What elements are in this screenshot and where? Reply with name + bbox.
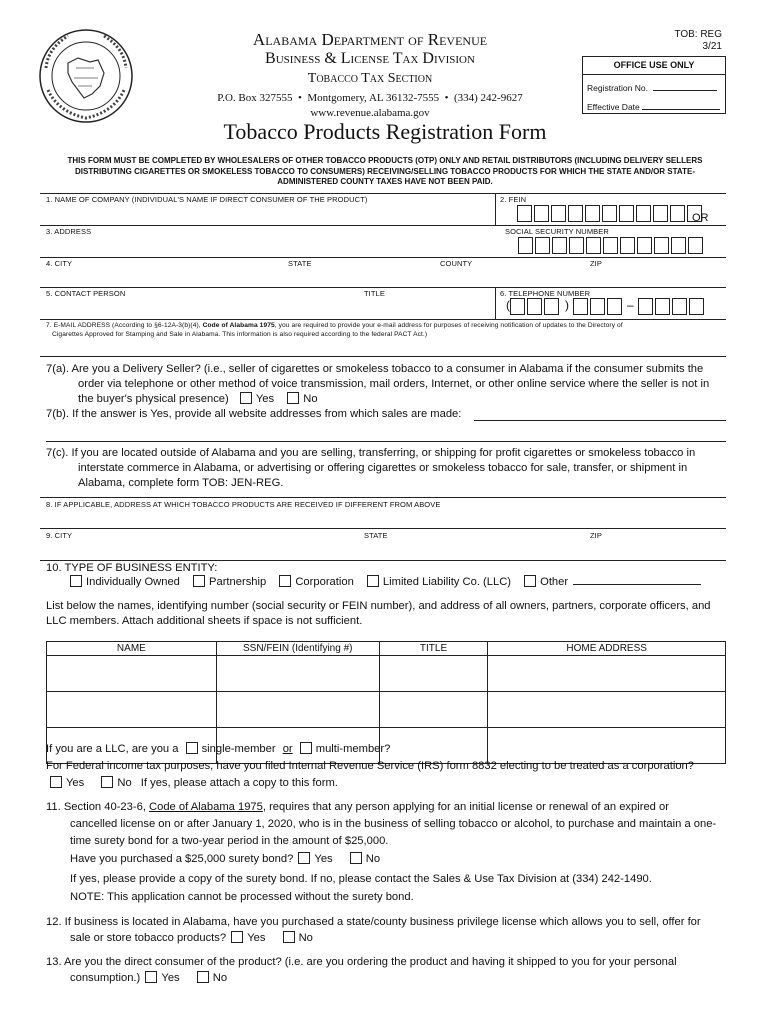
q12-line1: 12. If business is located in Alabama, have you purchased a state/county business privilege license which allows you to sell, offer for [46, 916, 701, 928]
section-name: Tobacco Tax Section [307, 71, 433, 86]
q11-line4: Have you purchased a $25,000 surety bond? Yes No [70, 853, 381, 865]
state-seal [38, 28, 134, 124]
q11-line1: 11. Section 40-23-6, Code of Alabama 1975, requires that any person applying for an initial license or renewal of an expired or [46, 801, 669, 813]
llc-checkbox[interactable] [367, 575, 379, 587]
llc-label: Limited Liability Co. (LLC) [382, 576, 512, 588]
zip-9-label: ZIP [590, 531, 602, 540]
q13-line1: 13. Are you the direct consumer of the product? (i.e. are you ordering the product and having it shipped to you for your personal [46, 956, 677, 968]
q7a-line2: order via telephone or other method of voice transmission, mail orders, Internet, or other online service where the seller is not in [78, 378, 710, 390]
address-field[interactable] [40, 236, 495, 254]
q7a-line3: the buyer's physical presence) Yes No [78, 393, 318, 405]
individually-owned-label: Individually Owned [86, 576, 180, 588]
city-9-label: 9. CITY [46, 531, 73, 540]
notice-text: THIS FORM MUST BE COMPLETED BY WHOLESALERS OF OTHER TOBACCO PRODUCTS (OTP) ONLY AND RETAIL DISTRIBUTORS (INCLUDING DELIVERY SELLERS DISTRIBUTING CIGARETTES OR SMOKELESS TOBACCO TO CONSUMERS) RECEIVING/SELLING TOBACCO PRODUCTS FOR WHICH THE STATE AND/OR STATE-ADMINISTERED COUNTY TAXES HAVE NOT BEEN PAID. [67, 156, 703, 186]
license-no-label: No [298, 932, 313, 944]
federal-note: If yes, please attach a copy to this form. [140, 777, 338, 789]
federal-question: For Federal income tax purposes, have you filed Internal Revenue Service (IRS) form 8832 electing to be treated as a corporation? [46, 760, 694, 772]
corporation-label: Corporation [295, 576, 354, 588]
consumer-yes-label: Yes [161, 972, 180, 984]
fein-label: 2. FEIN [500, 195, 527, 204]
effective-date-label: Effective Date [587, 102, 640, 112]
consumer-no-checkbox[interactable] [197, 971, 209, 983]
or-label: OR [692, 212, 709, 224]
website: www.revenue.alabama.gov [310, 107, 430, 119]
registration-label: Registration No. [587, 83, 648, 93]
zip-label: ZIP [590, 259, 602, 268]
form-title: Tobacco Products Registration Form [223, 119, 547, 144]
registration-field[interactable] [653, 90, 717, 91]
single-member-checkbox[interactable] [186, 742, 198, 754]
email-field[interactable] [40, 340, 726, 354]
q7b-label: 7(b). If the answer is Yes, provide all website addresses from which sales are made: [46, 408, 462, 420]
surety-yes-label: Yes [314, 853, 333, 865]
telephone-label: 6. TELEPHONE NUMBER [500, 289, 591, 298]
city-field[interactable] [40, 267, 726, 285]
federal-options [50, 776, 338, 791]
owners-intro-2: LLC members. Attach additional sheets if space is not sufficient. [46, 615, 363, 627]
address-line: P.O. Box 327555 • Montgomery, AL 36132-7555 • (334) 242-9627 [217, 92, 523, 104]
city-9-field[interactable] [40, 540, 726, 558]
division-name: Business & License Tax Division [265, 50, 475, 67]
other-checkbox[interactable] [524, 575, 536, 587]
company-name-field[interactable] [40, 204, 495, 222]
revision: 3/21 [702, 41, 722, 52]
corporation-checkbox[interactable] [279, 575, 291, 587]
business-entity-options [70, 575, 701, 590]
col-home-address: HOME ADDRESS [488, 642, 726, 656]
dept-name: Alabama Department of Revenue [252, 30, 488, 49]
q7a-no-label: No [303, 393, 318, 405]
license-yes-label: Yes [247, 932, 266, 944]
other-label: Other [540, 576, 569, 588]
col-name: NAME [47, 642, 217, 656]
q11-line2: cancelled license on or after January 1, 2020, who is in the business of selling tobacco or alcohol, to purchase and maintain a one- [70, 818, 717, 830]
owners-intro-1: List below the names, identifying number (social security or FEIN number), and address of all owners, partners, corporate officers, and [46, 600, 711, 612]
q7a-yes-label: Yes [255, 393, 275, 405]
contact-person-label: 5. CONTACT PERSON [46, 289, 126, 298]
q11-note: NOTE: This application cannot be processed without the surety bond. [70, 891, 414, 903]
state-9-label: STATE [364, 531, 388, 540]
q11-line3: time surety bond for a two-year period in the amount of $25,000. [70, 835, 389, 847]
q7a-yes-checkbox[interactable] [240, 392, 252, 404]
office-use-title: OFFICE USE ONLY [613, 60, 695, 70]
ssn-label: SOCIAL SECURITY NUMBER [505, 227, 609, 236]
received-address-field[interactable] [40, 509, 726, 527]
city-label: 4. CITY [46, 259, 73, 268]
effective-date-field[interactable] [642, 109, 720, 110]
contact-title-label: TITLE [364, 289, 385, 298]
consumer-yes-checkbox[interactable] [145, 971, 157, 983]
fein-boxes[interactable] [517, 205, 704, 223]
federal-no-label: No [117, 777, 132, 789]
received-address-label: 8. IF APPLICABLE, ADDRESS AT WHICH TOBACCO PRODUCTS ARE RECEIVED IF DIFFERENT FROM ABOVE [46, 500, 441, 509]
form-code: TOB: REG [674, 29, 722, 40]
q11-line5: If yes, please provide a copy of the surety bond. If no, please contact the Sales & Use Tax Division at (334) 242-1490. [70, 873, 652, 885]
surety-yes-checkbox[interactable] [298, 852, 310, 864]
other-field[interactable] [573, 584, 701, 585]
surety-no-checkbox[interactable] [350, 852, 362, 864]
telephone-boxes[interactable]: ( ) – [506, 298, 706, 315]
address-label: 3. ADDRESS [46, 227, 92, 236]
q7a-line1: 7(a). Are you a Delivery Seller? (i.e., seller of cigarettes or smokeless tobacco to a consumer in Alabama if the consumer submits the [46, 363, 704, 375]
county-label: COUNTY [440, 259, 473, 268]
federal-yes-checkbox[interactable] [50, 776, 62, 788]
partnership-checkbox[interactable] [193, 575, 205, 587]
col-title: TITLE [379, 642, 488, 656]
multi-member-label: multi-member? [315, 743, 391, 755]
license-yes-checkbox[interactable] [231, 931, 243, 943]
contact-person-field[interactable] [40, 298, 495, 316]
table-row [47, 692, 726, 728]
company-name-label: 1. NAME OF COMPANY (INDIVIDUAL'S NAME IF DIRECT CONSUMER OF THE PRODUCT) [46, 195, 368, 204]
table-row [47, 656, 726, 692]
q7c-line2: interstate commerce in Alabama, or advertising or offering cigarettes or smokeless tobacco for sale, transfer, or shipment in [78, 462, 688, 474]
col-ssn-fein: SSN/FEIN (Identifying #) [216, 642, 379, 656]
federal-no-checkbox[interactable] [101, 776, 113, 788]
q7c-line1: 7(c). If you are located outside of Alabama and you are selling, transferring, or shipping for profit cigarettes or smokeless tobacco in [46, 447, 696, 459]
individually-owned-checkbox[interactable] [70, 575, 82, 587]
office-use-box [582, 56, 726, 114]
license-no-checkbox[interactable] [283, 931, 295, 943]
q7a-no-checkbox[interactable] [287, 392, 299, 404]
partnership-label: Partnership [209, 576, 267, 588]
state-label: STATE [288, 259, 312, 268]
q10-title: 10. TYPE OF BUSINESS ENTITY: [46, 562, 218, 574]
federal-yes-label: Yes [66, 777, 85, 789]
consumer-no-label: No [212, 972, 228, 984]
q7b-website-field-2[interactable] [46, 441, 726, 442]
q13-line2: consumption.) Yes No [70, 972, 228, 984]
q7b-website-field[interactable] [474, 420, 726, 421]
llc-question: If you are a LLC, are you a single-member or multi-member? [46, 743, 391, 755]
ssn-boxes[interactable] [518, 237, 705, 255]
surety-no-label: No [365, 853, 381, 865]
email-label: 7. E-MAIL ADDRESS (According to §6-12A-3(b)(4), Code of Alabama 1975, you are required to provide your e-mail address for purposes of receiving notification of updates to the Directory of Cigarettes Approved for Stamping and Sale in Alabama. This information is also required according to the federal PACT Act.) [46, 322, 623, 338]
single-member-label: single-member [201, 743, 276, 755]
multi-member-checkbox[interactable] [300, 742, 312, 754]
q12-line2: sale or store tobacco products? Yes No [70, 932, 313, 944]
q7c-line3: Alabama, complete form TOB: JEN-REG. [78, 477, 284, 489]
